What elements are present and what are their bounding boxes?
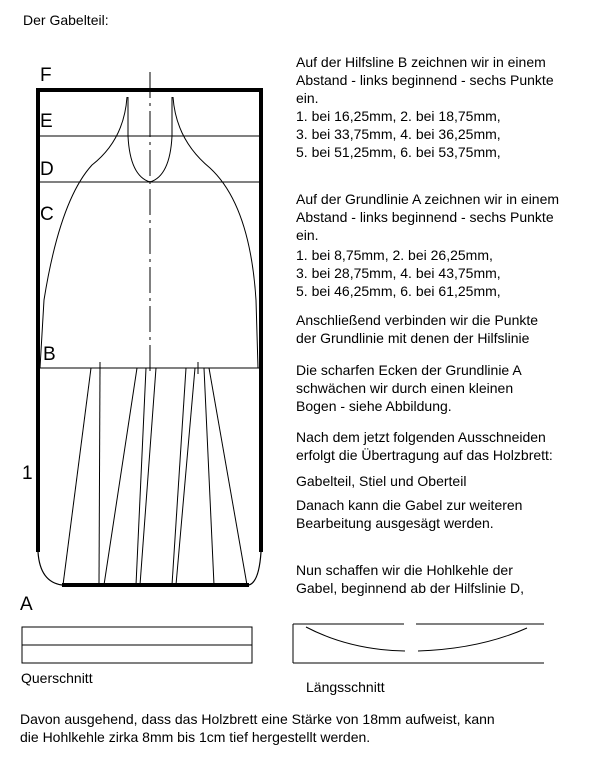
paragraph-ausschneiden: Nach dem jetzt folgenden Ausschneiden erfolgt die Übertragung auf das Holzbrett:	[296, 429, 553, 463]
drawing-title: Der Gabelteil:	[23, 12, 109, 28]
list-hilfslinie-b-points: 1. bei 16,25mm, 2. bei 18,75mm, 3. bei 33,75mm, 4. bei 36,25mm, 5. bei 51,25mm, 6. bei 53,75mm,	[296, 108, 501, 160]
paragraph-hilfslinie-b: Auf der Hilfsline B zeichnen wir in einem Abstand - links beginnend - sechs Punkte ein.	[296, 54, 554, 106]
paragraph-hohlkehle: Nun schaffen wir die Hohlkehle der Gabel, beginnend ab der Hilfslinie D,	[296, 562, 525, 596]
label-f: F	[40, 65, 52, 86]
tine-line-5	[140, 368, 156, 585]
caption-laengsschnitt: Längsschnitt	[306, 679, 385, 695]
tine-line-4	[136, 368, 146, 585]
footer-note: Davon ausgehend, dass das Holzbrett eine Stärke von 18mm aufweist, kann die Hohlkehle zirka 8mm bis 1cm tief hergestellt werden.	[20, 711, 495, 745]
handle-inner-curve-right	[150, 136, 172, 182]
label-d: D	[40, 159, 54, 180]
label-b: B	[43, 344, 56, 365]
paragraph-ecken: Die scharfen Ecken der Grundlinie A schwächen wir durch einen kleinen Bogen - siehe Abbildung.	[296, 362, 522, 414]
tine-line-8	[204, 368, 214, 585]
fork-outline-left	[40, 97, 127, 368]
label-c: C	[40, 204, 54, 225]
label-one: 1	[22, 463, 33, 484]
list-grundlinie-a-points: 1. bei 8,75mm, 2. bei 26,25mm, 3. bei 28,75mm, 4. bei 43,75mm, 5. bei 46,25mm, 6. bei 61,25mm,	[296, 247, 501, 299]
paragraph-grundlinie-a: Auf der Grundlinie A zeichnen wir in einem Abstand - links beginnend - sechs Punkte ein.	[296, 191, 560, 243]
paragraph-teile: Gabelteil, Stiel und Oberteil	[296, 473, 467, 489]
caption-querschnitt: Querschnitt	[21, 670, 93, 686]
long-section-groove-curve	[306, 627, 527, 651]
paragraph-verbinden: Anschließend verbinden wir die Punkte der Grundlinie mit denen der Hilfslinie	[296, 312, 539, 346]
label-e: E	[40, 111, 53, 132]
paragraph-aussaegen: Danach kann die Gabel zur weiteren Bearbeitung ausgesägt werden.	[296, 497, 523, 531]
tine-line-3	[104, 368, 137, 585]
tine-line-1	[63, 368, 91, 585]
handle-inner-curve-left	[128, 136, 150, 182]
fork-outline-right	[173, 97, 258, 368]
tine-line-9	[209, 368, 247, 585]
corner-arc-right	[249, 552, 261, 585]
tine-line-2	[99, 368, 100, 585]
label-a: A	[20, 594, 33, 615]
corner-arc-left	[38, 552, 62, 585]
